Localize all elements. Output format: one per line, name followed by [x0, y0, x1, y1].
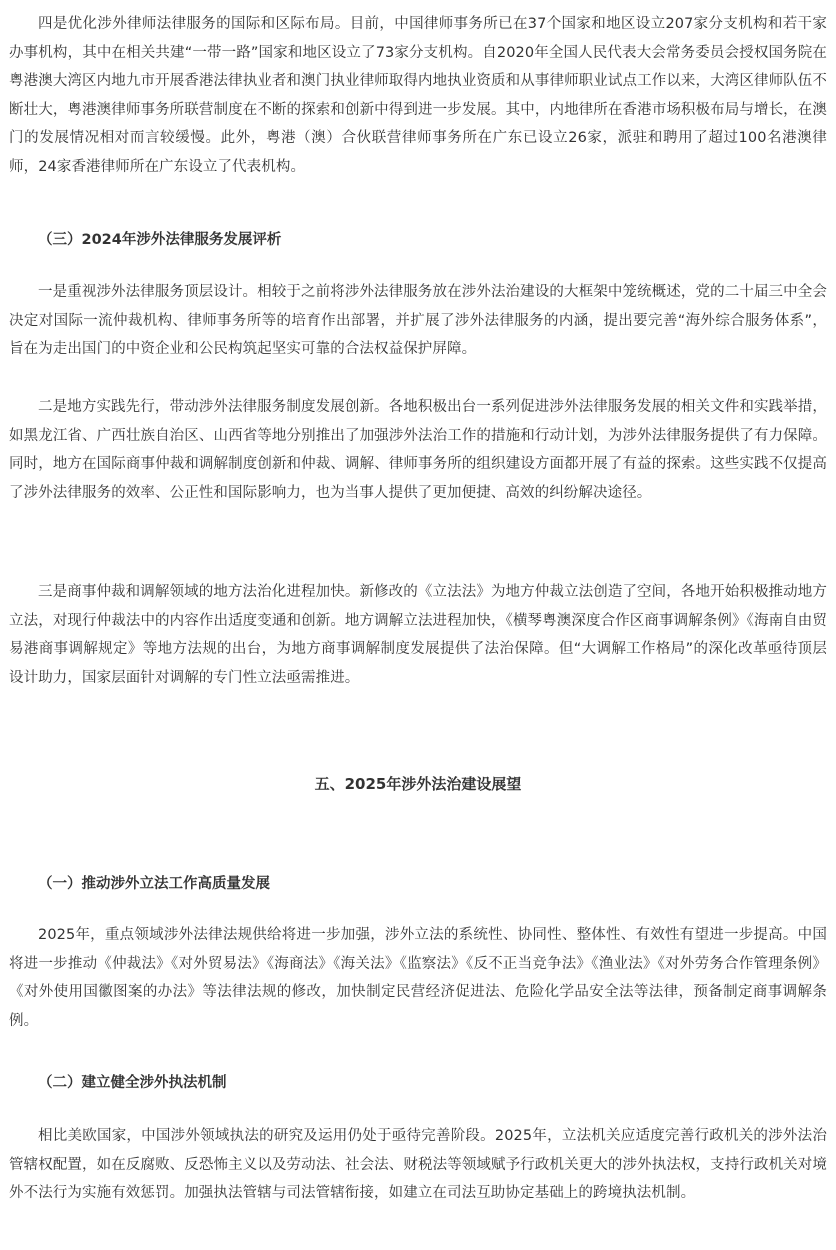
paragraph-local-practice: 二是地方实践先行，带动涉外法律服务制度发展创新。各地积极出台一系列促进涉外法律服务发展的相关文件和实践举措，如黑龙江省、广西壮族自治区、山西省等地分别推出了加强涉外法治工作的措施和行动计划，为涉外法律服务提供了有力保障。同时，地方在国际商事仲裁和调解制度创新和仲裁、调解、律师事务所的组织建设方面都开展了有益的探索。这些实践不仅提高了涉外法律服务的效率、公正性和国际影响力，也为当事人提供了更加便捷、高效的纠纷解决途径。 — [9, 399, 827, 501]
subheading-enforcement: （二）建立健全涉外执法机制 — [38, 1075, 227, 1091]
paragraph-enforcement-mechanism: 相比美欧国家，中国涉外领域执法的研究及运用仍处于亟待完善阶段。2025年，立法机关应适度完善行政机关的涉外法治管辖权配置，如在反腐败、反恐怖主义以及劳动法、社会法、财税法等领域赋予行政机关更大的涉外执法权，支持行政机关对境外不法行为实施有效惩罚。加强执法管辖与司法管辖衔接，如建立在司法互助协定基础上的跨境执法机制。 — [9, 1128, 827, 1202]
subheading-legislation: （一）推动涉外立法工作高质量发展 — [38, 876, 270, 892]
paragraph-top-level-design: 一是重视涉外法律服务顶层设计。相较于之前将涉外法律服务放在涉外法治建设的大框架中笼统概述，党的二十届三中全会决定对国际一流仲裁机构、律师事务所等的培育作出部署，并扩展了涉外法律服务的内涵，提出要完善“海外综合服务体系”，旨在为走出国门的中资企业和公民构筑起坚实可靠的合法权益保护屏障。 — [9, 284, 827, 358]
subheading-2024-evaluation: （三）2024年涉外法律服务发展评析 — [38, 232, 282, 248]
paragraph-arbitration-mediation: 三是商事仲裁和调解领域的地方法治化进程加快。新修改的《立法法》为地方仲裁立法创造了空间，各地开始积极推动地方立法，对现行仲裁法中的内容作出适度变通和创新。地方调解立法进程加快，《横琴粤澳深度合作区商事调解条例》《海南自由贸易港商事调解规定》等地方法规的出台，为地方商事调解制度发展提供了法治保障。但“大调解工作格局”的深化改革亟待顶层设计助力，国家层面针对调解的专门性立法亟需推进。 — [9, 584, 827, 686]
paragraph-legislation-2025: 2025年，重点领域涉外法律法规供给将进一步加强，涉外立法的系统性、协同性、整体性、有效性有望进一步提高。中国将进一步推动《仲裁法》《对外贸易法》《海商法》《海关法》《监察法》《反不正当竞争法》《渔业法》《对外劳务合作管理条例》《对外使用国徽图案的办法》等法律法规的修改，加快制定民营经济促进法、危险化学品安全法等法律，预备制定商事调解条例。 — [9, 927, 827, 1029]
section-heading-2025-outlook: 五、2025年涉外法治建设展望 — [314, 775, 522, 793]
paragraph-international-layout: 四是优化涉外律师法律服务的国际和区际布局。目前，中国律师事务所已在37个国家和地区设立207家分支机构和若干家办事机构，其中在相关共建“一带一路”国家和地区设立了73家分支机构。自2020年全国人民代表大会常务委员会授权国务院在粤港澳大湾区内地九市开展香港法律执业者和澳门执业律师取得内地执业资质和从事律师职业试点工作以来，大湾区律师队伍不断壮大，粤港澳律师事务所联营制度在不断的探索和创新中得到进一步发展。其中，内地律所在香港市场积极布局与增长，在澳门的发展情况相对而言较缓慢。此外，粤港（澳）合伙联营律师事务所在广东已设立26家，派驻和聘用了超过100名港澳律师，24家香港律师所在广东设立了代表机构。 — [9, 16, 827, 175]
